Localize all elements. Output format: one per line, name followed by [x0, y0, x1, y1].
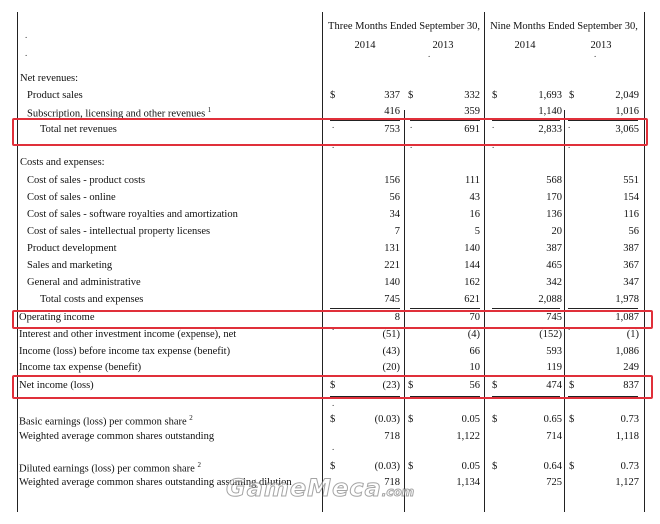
row-label: Costs and expenses: — [20, 157, 105, 168]
table-row — [18, 73, 642, 88]
highlight-operating-income — [12, 310, 653, 329]
currency-symbol: $ — [492, 90, 498, 101]
currency-symbol: $ — [492, 414, 498, 425]
cell-value: (43) — [382, 346, 400, 357]
cell-value: 156 — [384, 175, 400, 186]
cell-value: 144 — [464, 260, 480, 271]
table-row — [18, 226, 642, 241]
currency-symbol: $ — [330, 461, 336, 472]
cell-value: 332 — [464, 90, 480, 101]
cell-value: 337 — [384, 90, 400, 101]
cell-value: 465 — [546, 260, 562, 271]
currency-symbol: $ — [330, 380, 336, 391]
table-row — [18, 277, 642, 292]
cell-value: 131 — [384, 243, 400, 254]
cell-value: 1,118 — [615, 431, 639, 442]
cell-value: 136 — [546, 209, 562, 220]
currency-symbol: $ — [569, 90, 575, 101]
year-col-4: 2013 — [590, 40, 612, 51]
table-row — [18, 260, 642, 275]
highlight-total-net-revenues — [12, 118, 648, 146]
table-row — [18, 157, 642, 172]
currency-symbol: $ — [408, 414, 414, 425]
cell-value: 714 — [546, 431, 562, 442]
cell-value: 593 — [546, 346, 562, 357]
row-label: Total costs and expenses — [40, 294, 144, 305]
cell-value: 5 — [474, 226, 480, 237]
cell-value: (23) — [382, 380, 400, 391]
row-label: Subscription, licensing and other revenues $^1$ — [27, 106, 212, 120]
row-label: Net revenues: — [20, 73, 79, 84]
cell-value: 1,140 — [538, 106, 562, 117]
cell-value: (51) — [382, 329, 400, 340]
cell-value: (1) — [626, 329, 639, 340]
currency-symbol: $ — [492, 380, 498, 391]
cell-value: 10 — [469, 362, 480, 373]
row-label: Cost of sales - product costs — [27, 175, 146, 186]
cell-value: 70 — [469, 312, 480, 323]
cell-value: 56 — [469, 380, 480, 391]
period-9-header: Nine Months Ended September 30, — [490, 21, 638, 32]
cell-value: 170 — [546, 192, 562, 203]
rule — [492, 308, 560, 309]
row-label: Basic earnings (loss) per common share $^2$ — [19, 414, 193, 428]
rule — [330, 308, 400, 309]
cell-value: 342 — [546, 277, 562, 288]
row-label: Product development — [27, 243, 117, 254]
cell-value: 0.73 — [620, 461, 639, 472]
cell-value: 551 — [623, 175, 639, 186]
currency-symbol: $ — [408, 380, 414, 391]
row-label: Cost of sales - intellectual property licenses — [27, 226, 211, 237]
table-row — [18, 243, 642, 258]
table-row — [18, 346, 642, 361]
cell-value: 0.64 — [543, 461, 562, 472]
row-label: Interest and other investment income (expense), net — [19, 329, 237, 340]
cell-value: 1,087 — [615, 312, 639, 323]
cell-value: 1,134 — [456, 477, 480, 488]
cell-value: 359 — [464, 106, 480, 117]
cell-value: 116 — [623, 209, 639, 220]
currency-symbol: $ — [330, 414, 336, 425]
cell-value: 0.05 — [461, 414, 480, 425]
row-label: Income tax expense (benefit) — [19, 362, 142, 373]
cell-value: 34 — [389, 209, 400, 220]
row-label: Weighted average common shares outstanding assuming dilution — [19, 477, 292, 488]
table-row — [18, 414, 642, 429]
cell-value: 691 — [464, 124, 480, 135]
cell-value: 7 — [394, 226, 400, 237]
currency-symbol: $ — [569, 380, 575, 391]
cell-value: 621 — [464, 294, 480, 305]
row-label: Cost of sales - online — [27, 192, 116, 203]
table-row — [18, 294, 642, 309]
cell-value: 753 — [384, 124, 400, 135]
cell-value: 249 — [623, 362, 639, 373]
cell-value: 2,088 — [538, 294, 562, 305]
row-label: Weighted average common shares outstanding — [19, 431, 215, 442]
cell-value: 8 — [394, 312, 400, 323]
table-row — [18, 90, 642, 105]
cell-value: (0.03) — [374, 414, 400, 425]
cell-value: (152) — [539, 329, 562, 340]
highlight-net-income — [12, 375, 653, 399]
cell-value: 1,122 — [456, 431, 480, 442]
cell-value: 474 — [546, 380, 562, 391]
currency-symbol: $ — [569, 461, 575, 472]
table-row — [18, 209, 642, 224]
table-row — [18, 329, 642, 344]
cell-value: 0.65 — [543, 414, 562, 425]
cell-value: 1,086 — [615, 346, 639, 357]
cell-value: 367 — [623, 260, 639, 271]
cell-value: 2,833 — [538, 124, 562, 135]
currency-symbol: $ — [492, 461, 498, 472]
cell-value: 43 — [469, 192, 480, 203]
cell-value: 745 — [384, 294, 400, 305]
cell-value: 1,693 — [538, 90, 562, 101]
currency-symbol: $ — [408, 90, 414, 101]
year-col-3: 2014 — [514, 40, 536, 51]
cell-value: 718 — [384, 431, 400, 442]
cell-value: (0.03) — [374, 461, 400, 472]
cell-value: (20) — [382, 362, 400, 373]
cell-value: (4) — [467, 329, 480, 340]
cell-value: 416 — [384, 106, 400, 117]
cell-value: 745 — [546, 312, 562, 323]
table-row — [18, 192, 642, 207]
row-label: Operating income — [19, 312, 95, 323]
cell-value: 837 — [623, 380, 639, 391]
cell-value: 387 — [546, 243, 562, 254]
cell-value: 2,049 — [615, 90, 639, 101]
year-col-1: 2014 — [354, 40, 376, 51]
cell-value: 1,127 — [615, 477, 639, 488]
cell-value: 347 — [623, 277, 639, 288]
currency-symbol: $ — [408, 461, 414, 472]
table-row — [18, 175, 642, 190]
watermark-logo: GameMeca.com — [226, 474, 415, 502]
cell-value: 140 — [384, 277, 400, 288]
cell-value: 221 — [384, 260, 400, 271]
cell-value: 0.05 — [461, 461, 480, 472]
cell-value: 387 — [623, 243, 639, 254]
table-row — [18, 431, 642, 446]
rule — [410, 308, 480, 309]
row-label: Income (loss) before income tax expense (benefit) — [19, 346, 231, 357]
cell-value: 16 — [469, 209, 480, 220]
cell-value: 725 — [546, 477, 562, 488]
cell-value: 154 — [623, 192, 639, 203]
cell-value: 1,016 — [615, 106, 639, 117]
cell-value: 718 — [384, 477, 400, 488]
currency-symbol: $ — [330, 90, 336, 101]
cell-value: 0.73 — [620, 414, 639, 425]
cell-value: 568 — [546, 175, 562, 186]
currency-symbol: $ — [569, 414, 575, 425]
row-label: Sales and marketing — [27, 260, 113, 271]
cell-value: 56 — [628, 226, 639, 237]
cell-value: 1,978 — [615, 294, 639, 305]
cell-value: 3,065 — [615, 124, 639, 135]
year-col-2: 2013 — [432, 40, 454, 51]
row-label: Diluted earnings (loss) per common share $^2$ — [19, 461, 201, 475]
period-3-header: Three Months Ended September 30, — [328, 21, 480, 32]
cell-value: 111 — [465, 175, 480, 186]
cell-value: 66 — [469, 346, 480, 357]
cell-value: 140 — [464, 243, 480, 254]
row-label: General and administrative — [27, 277, 141, 288]
cell-value: 119 — [546, 362, 562, 373]
row-label: Cost of sales - software royalties and amortization — [27, 209, 238, 220]
cell-value: 162 — [464, 277, 480, 288]
rule — [568, 308, 638, 309]
cell-value: 20 — [551, 226, 562, 237]
row-label: Product sales — [27, 90, 83, 101]
row-label: Total net revenues — [40, 124, 117, 135]
row-label: Net income (loss) — [19, 380, 94, 391]
cell-value: 56 — [389, 192, 400, 203]
